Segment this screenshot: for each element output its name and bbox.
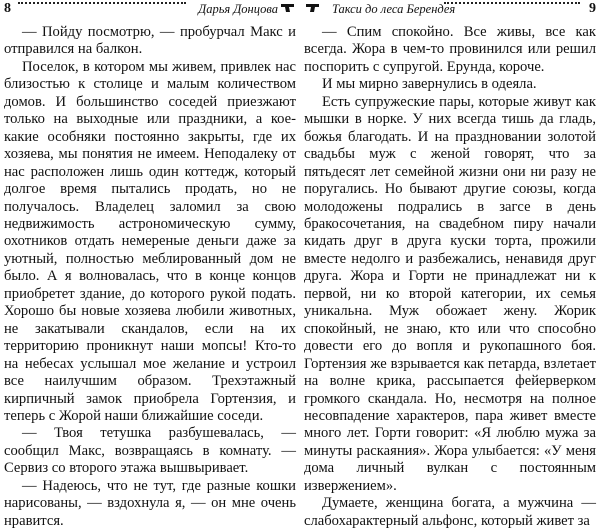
dotted-rule (444, 2, 580, 4)
pistol-icon (280, 2, 296, 13)
running-head-author: Дарья Донцова (198, 2, 278, 16)
left-page (4, 0, 296, 529)
paragraph: Есть супружеские пары, которые живут как мышки в норке. У них всегда тишь да гладь, божья благодать. И на праздновании золотой свадьбы муж с женой говорят, что за пятьдесят лет семейной жизни они ни разу не поругались. Но бывают другие союзы, когда молодожены подрались в загсе в день бракосочетания, на свадебном пиру начали кидать друг в друга куски торта, прожили вместе недолго и разбежались, ненавидя друг друга. Жора и Горти не принадлежат ни к первой, ни ко второй категории, их семья уникальна. Муж обожает жену. Жорик спокойный, не знаю, кто или что способно довести его до вопля и рукопашного боя. Гортензия же взрывается как петарда, взлетает на волне крика, рассыпается фейерверком громкого скандала. Но, несмотря на полное несовпадение характеров, пара живет вместе много лет. Горти говорит: «Я люблю мужа за минуты раскаяния». Жора улыбается: «У меня дома личный вулкан с постоянным извержением». (304, 93, 596, 494)
page-header (304, 0, 596, 22)
paragraph: Думаете, женщина богата, а мужчина — слабохарактерный альфонс, который живет за (304, 495, 596, 529)
page-header (4, 0, 296, 22)
paragraph: Поселок, в котором мы живем, привлек нас близостью к столице и малым количеством домов. И большинство соседей приезжают только на выходные или праздники, а кое-какие особняки постоянно закрыты, где их хозяева, мы понятия не имеем. Неподалеку от нас расположен лишь один коттедж, который долгое время пытались продать, но не получалось. Владелец заломил за свою недвижимость астрономическую сумму, охотников отдать немереные деньги даже за уютный, полностью меблированный дом не было. А я волновалась, что в конце концов приобретет здание, до которого рукой подать. Хорошо бы новые хозяева любили животных, не закатывали скандалов, если на их территорию проникнут наши мопсы! Кто-то на небесах услышал мое желание и устроил все наилучшим образом. Трехэтажный кирпичный замок приобрела Гортензия, и теперь с Жорой наши ближайшие соседи. (4, 58, 296, 424)
page-body (4, 22, 296, 530)
pistol-icon (304, 2, 320, 13)
running-head-title: Такси до леса Берендея (332, 2, 456, 16)
paragraph: — Спим спокойно. Все живы, все как всегда. Жора в чем-то провинился или решил поспорить с супругой. Ерунда, короче. (304, 24, 596, 75)
paragraph: — Пойду посмотрю, — пробурчал Макс и отправился на балкон. (4, 24, 296, 58)
right-page (304, 0, 596, 529)
page-body (304, 22, 596, 530)
page-number: 8 (4, 1, 11, 16)
paragraph: И мы мирно завернулись в одеяла. (322, 76, 537, 93)
page-number: 9 (589, 1, 596, 16)
dotted-rule (18, 2, 186, 4)
paragraph: — Надеюсь, что не тут, где разные кошки нарисованы, — вздохнула я, — он мне очень нравится. (4, 477, 296, 529)
paragraph: — Твоя тетушка разбушевалась, — сообщил Макс, возвращаясь в комнату. — Сервиз со второго этажа вышвыривает. (4, 425, 296, 477)
